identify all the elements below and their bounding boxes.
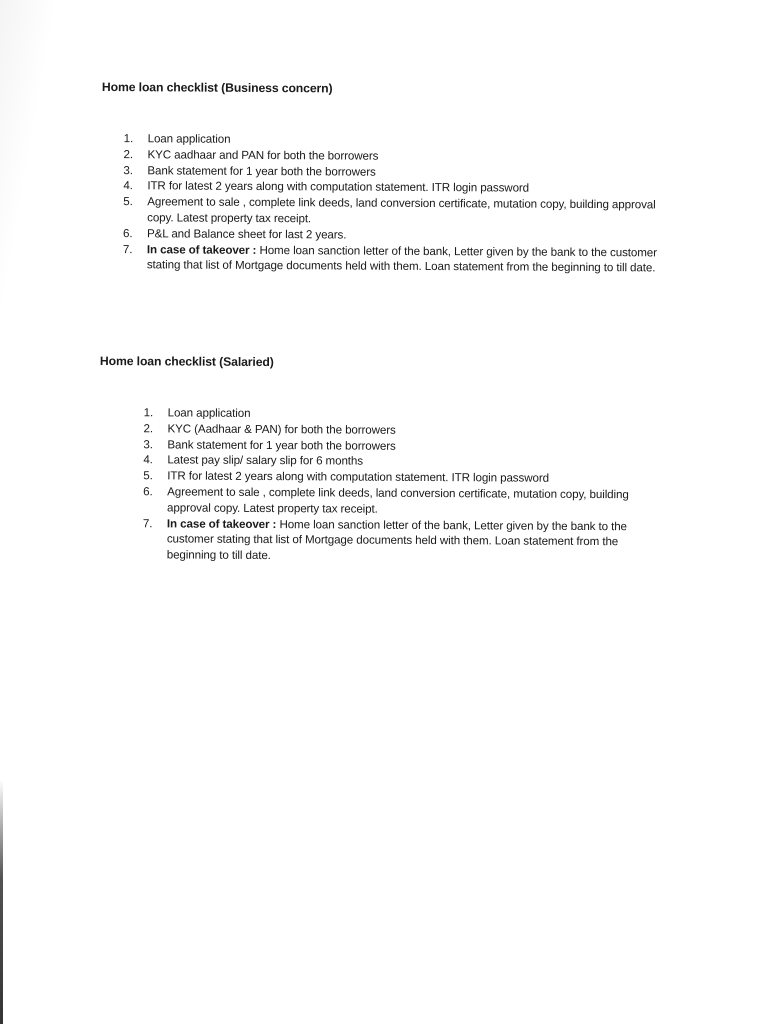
- item-lead-label: In case of takeover :: [146, 242, 257, 257]
- item-number: 4.: [123, 179, 133, 193]
- item-text: [167, 516, 652, 566]
- item-text: KYC aadhaar and PAN for both the borrowers: [147, 148, 379, 163]
- item-text: P&L and Balance sheet for last 2 years.: [147, 227, 347, 242]
- page-edge-shadow: [0, 780, 3, 1024]
- list-item: [143, 516, 659, 567]
- checklist-list: [143, 405, 660, 566]
- item-number: 5.: [123, 195, 133, 209]
- item-number: 6.: [143, 485, 153, 499]
- item-number: 4.: [143, 453, 153, 467]
- item-detail: Home loan sanction letter of the bank, Letter given by the bank to the customer stating that list of Mortgage documents held with them. Loan statement from the beginning to till date.: [166, 517, 627, 563]
- checklist-section-salaried: [99, 352, 660, 566]
- list-item: [143, 484, 659, 519]
- item-number: 7.: [122, 242, 133, 256]
- item-text: Bank statement for 1 year both the borrowers: [167, 438, 396, 453]
- item-number: 1.: [123, 132, 134, 146]
- item-text: Bank statement for 1 year both the borrowers: [147, 163, 376, 179]
- item-text: Latest pay slip/ salary slip for 6 months: [167, 453, 364, 468]
- item-text: Agreement to sale , complete link deeds, land conversion certificate, mutation copy, building approval copy. Latest property tax receipt.: [167, 485, 629, 516]
- item-detail: Home loan sanction letter of the bank, Letter given by the bank to the customer stating that list of Mortgage documents held with them. Loan statement from the beginning to till date.: [146, 243, 657, 275]
- item-text: ITR for latest 2 years along with computation statement. ITR login password: [167, 469, 549, 485]
- item-text: Loan application: [167, 406, 251, 420]
- list-item: [123, 242, 671, 277]
- item-number: 6.: [123, 226, 133, 240]
- item-text: Agreement to sale , complete link deeds, land conversion certificate, mutation copy, building approval copy. Latest property tax receipt.: [147, 195, 656, 226]
- item-number: 3.: [143, 437, 153, 451]
- item-text: Loan application: [147, 132, 231, 146]
- list-item: [123, 194, 671, 229]
- item-number: 5.: [143, 469, 153, 483]
- item-number: 1.: [143, 406, 154, 420]
- item-number: 2.: [123, 147, 134, 161]
- item-number: 2.: [143, 422, 154, 436]
- item-number: 3.: [123, 163, 133, 177]
- item-text: ITR for latest 2 years along with computation statement. ITR login password: [147, 179, 530, 196]
- section-heading: Home loan checklist (Business concern): [101, 79, 333, 96]
- checklist-section-business: [101, 78, 672, 277]
- item-lead-label: In case of takeover :: [166, 516, 277, 531]
- item-text: KYC (Aadhaar & PAN) for both the borrowers: [167, 422, 396, 437]
- checklist-list: [123, 131, 672, 277]
- item-text: [147, 242, 662, 277]
- section-heading: Home loan checklist (Salaried): [99, 353, 274, 370]
- item-number: 7.: [142, 516, 153, 530]
